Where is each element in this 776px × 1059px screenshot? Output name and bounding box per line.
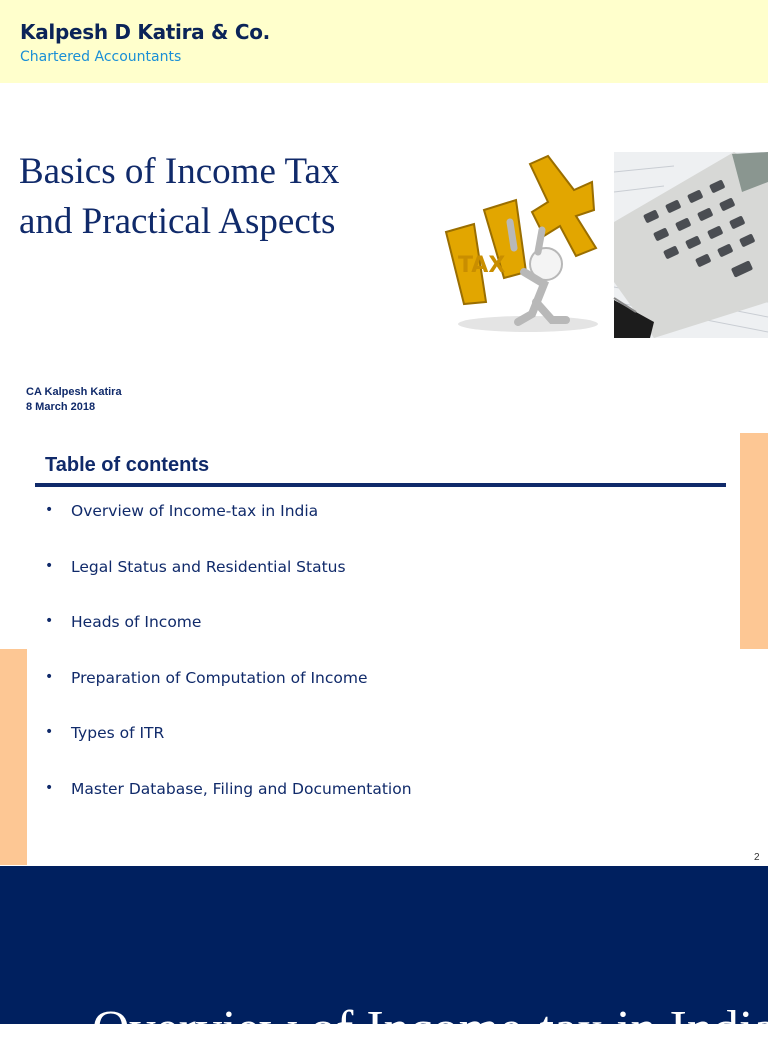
bullet-icon: • — [45, 502, 54, 518]
toc-heading: Table of contents — [45, 454, 210, 476]
tax-burden-illustration — [444, 152, 612, 338]
section-title: Overview of Income-tax in India — [92, 1001, 776, 1058]
bullet-icon: • — [45, 779, 54, 796]
bullet-icon: • — [45, 668, 54, 685]
firm-name: Kalpesh D Katira & Co. — [20, 20, 270, 44]
section-title-slide — [0, 866, 776, 1058]
toc-item-label: Master Database, Filing and Documentation — [71, 779, 412, 798]
title-slide — [0, 0, 768, 432]
firm-subtitle: Chartered Accountants — [20, 49, 182, 65]
bullet-icon: • — [45, 613, 54, 630]
toc-item — [45, 724, 412, 780]
toc-item-label: Preparation of Computation of Income — [71, 668, 368, 687]
toc-item — [45, 780, 412, 836]
side-accent-bar-right — [740, 433, 768, 649]
table-of-contents-slide — [0, 432, 768, 865]
page-number: 2 — [754, 852, 760, 863]
firm-header — [0, 0, 768, 83]
author-block — [26, 385, 122, 415]
toc-item-label: Overview of Income-tax in India — [71, 502, 319, 520]
calculator-illustration — [614, 152, 768, 338]
toc-item-label: Types of ITR — [71, 724, 165, 743]
toc-item-label: Legal Status and Residential Status — [71, 557, 346, 576]
slide-title-line-2: and Practical Aspects — [19, 201, 336, 242]
toc-item — [45, 502, 412, 558]
toc-item — [45, 669, 412, 725]
author-name: CA Kalpesh Katira — [26, 386, 122, 398]
toc-item — [45, 613, 412, 669]
toc-item-label: Heads of Income — [71, 613, 202, 632]
tax-label: TAX — [458, 253, 506, 278]
bullet-icon: • — [45, 557, 54, 574]
slide-title-line-1: Basics of Income Tax — [19, 151, 340, 192]
side-accent-bar-left — [0, 649, 27, 865]
bullet-icon: • — [45, 724, 54, 741]
toc-list — [45, 502, 412, 836]
presentation-date: 8 March 2018 — [26, 401, 96, 413]
toc-item — [45, 558, 412, 614]
toc-divider — [35, 483, 726, 487]
